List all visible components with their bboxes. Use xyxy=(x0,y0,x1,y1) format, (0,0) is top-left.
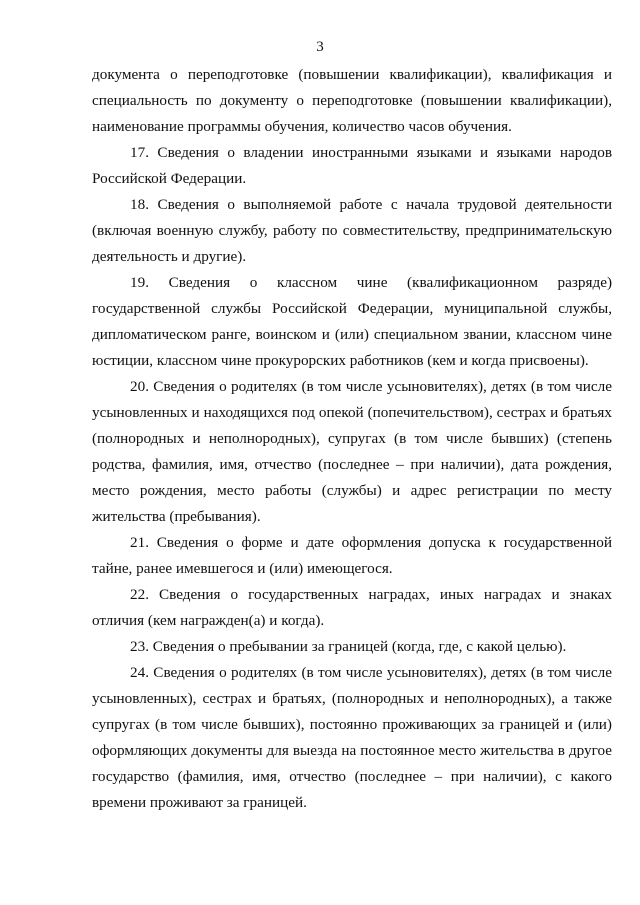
document-body xyxy=(92,62,612,816)
paragraph-item-19: 19. Сведения о классном чине (квалификационном разряде) государственной службы Российской Федерации, муниципальной службы, дипломатическом ранге, воинском и (или) специальном звании, классном чине юстиции, классном чине прокурорских работников (кем и когда присвоены). xyxy=(92,274,612,369)
paragraph-item-24: 24. Сведения о родителях (в том числе усыновителях), детях (в том числе усыновленных), сестрах и братьях, (полнородных и неполнородных), а также супругах (в том числе бывших), постоянно проживающих за границей и (или) оформляющих документы для выезда на постоянное место жительства в другое государство (фамилия, имя, отчество (последнее – при наличии), с какого времени проживают за границей. xyxy=(92,664,612,811)
paragraph-item-18: 18. Сведения о выполняемой работе с начала трудовой деятельности (включая военную службу, работу по совместительству, предпринимательскую деятельность и другие). xyxy=(92,196,612,265)
paragraph-item-23: 23. Сведения о пребывании за границей (когда, где, с какой целью). xyxy=(130,638,567,655)
paragraph-item-17: 17. Сведения о владении иностранными языками и языками народов Российской Федерации. xyxy=(92,144,612,187)
paragraph-item-20: 20. Сведения о родителях (в том числе усыновителях), детях (в том числе усыновленных и находящихся под опекой (попечительством), сестрах и братьях (полнородных и неполнородных), супругах (в том числе бывших) (степень родства, фамилия, имя, отчество (последнее – при наличии), дата рождения, место рождения, место работы (службы) и адрес регистрации по месту жительства (пребывания). xyxy=(92,378,612,525)
paragraph-continuation: документа о переподготовке (повышении квалификации), квалификация и специальность по документу о переподготовке (повышении квалификации), наименование программы обучения, количество часов обучения. xyxy=(92,66,612,135)
paragraph-item-22: 22. Сведения о государственных наградах, иных наградах и знаках отличия (кем награжден(а) и когда). xyxy=(92,586,612,629)
paragraph-item-21: 21. Сведения о форме и дате оформления допуска к государственной тайне, ранее имевшегося и (или) имеющегося. xyxy=(92,534,612,577)
page-number: 3 xyxy=(316,39,324,55)
